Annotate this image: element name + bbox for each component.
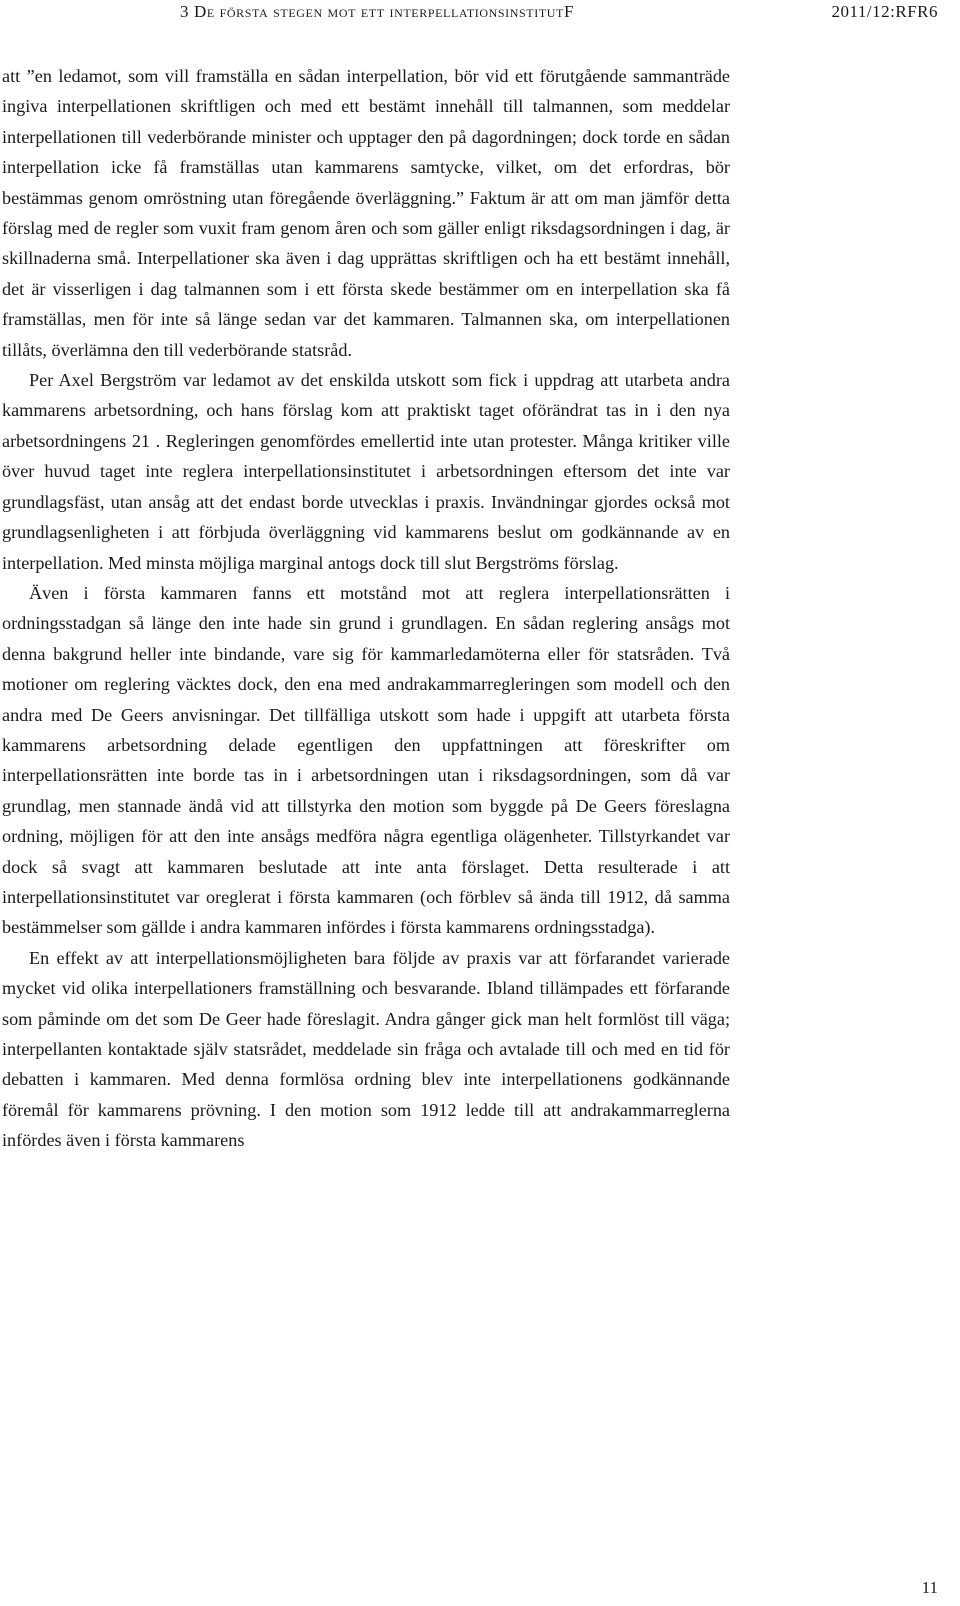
paragraph: En effekt av att interpellationsmöjligheten bara följde av praxis var att förfarandet varierade mycket vid olika interpellationers framställning och besvarande. Ibland tillämpades ett förfarande som påminde om det som De Geer hade föreslagit. Andra gånger gick man helt formlöst till väga; interpellanten kontaktade själv statsrådet, meddelade sin fråga och avtalade till och med en tid för debatten i kammaren. Med denna formlösa ordning blev inte interpellationens godkännande föremål för kammarens prövning. I den motion som 1912 ledde till att andrakammarreglerna infördes även i första kammarens (2, 947, 730, 1151)
paragraph: Även i första kammaren fanns ett motstånd mot att reglera interpellationsrätten i ordningsstadgan så länge den inte hade sin grund i grundlagen. En sådan reglering ansågs mot denna bakgrund heller inte bindande, vare sig för kammarledamöterna eller för statsråden. Två motioner om reglering väcktes dock, den ena med andrakammarregleringen som modell och den andra med De Geers anvisningar. Det tillfälliga utskott som hade i uppgift att utarbeta första kammarens arbetsordning delade egentligen den uppfattningen att föreskrifter om interpellationsrätten inte borde tas in i arbetsordningen utan i riksdagsordningen, som då var grundlag, men stannade ändå vid att tillstyrka den motion som byggde på De Geers föreslagna ordning, möjligen för att den inte ansågs medföra några egentliga olägenheter. Tillstyrkandet var dock så svagt att kammaren beslutade att inte anta förslaget. Detta resulterade i att interpellationsinstitutet var oreglerat i första kammaren (och förblev så ända till 1912, då samma bestämmelser som gällde i andra kammaren infördes i första kammarens ordningsstadga). (2, 582, 730, 938)
page-number: 11 (921, 1578, 938, 1597)
body-text (2, 61, 730, 1156)
running-title: 3 De första stegen mot ett interpellationsinstitutF (180, 2, 575, 21)
report-id: 2011/12:RFR6 (831, 2, 938, 21)
paragraph: att ”en ledamot, som vill framställa en sådan interpellation, bör vid ett förutgående sammanträde ingiva interpellationen skriftligen och med ett bestämt innehåll till talmannen, som meddelar interpellationen till vederbörande minister och upptager den på dagordningen; dock torde en sådan interpellation icke få framställas utan kammarens samtycke, vilket, om det erfordras, bör bestämmas genom omröstning utan föregående överläggning.” Faktum är att om man jämför detta förslag med de regler som vuxit fram genom åren och som gäller enligt riksdagsordningen i dag, är skillnaderna små. Interpellationer ska även i dag upprättas skriftligen och ha ett bestämt innehåll, det är visserligen i dag talmannen som i ett första skede bestämmer om en interpellation ska få framställas, men för inte så länge sedan var det kammaren. Talmannen ska, om interpellationen tillåts, överlämna den till vederbörande statsråd. (2, 66, 730, 360)
paragraph: Per Axel Bergström var ledamot av det enskilda utskott som fick i uppdrag att utarbeta andra kammarens arbetsordning, och hans förslag kom att praktiskt taget oförändrat tas in i den nya arbetsordningens 21 . Regleringen genomfördes emellertid inte utan protester. Många kritiker ville över huvud taget inte reglera interpellationsinstitutet i arbetsordningen eftersom det inte var grundlagsfäst, utan ansåg att det endast borde utvecklas i praxis. Invändningar gjordes också mot grundlagsenligheten i att förbjuda överläggning vid kammarens beslut om godkännande av en interpellation. Med minsta möjliga marginal antogs dock till slut Bergströms förslag. (2, 370, 730, 573)
running-header (0, 0, 960, 30)
